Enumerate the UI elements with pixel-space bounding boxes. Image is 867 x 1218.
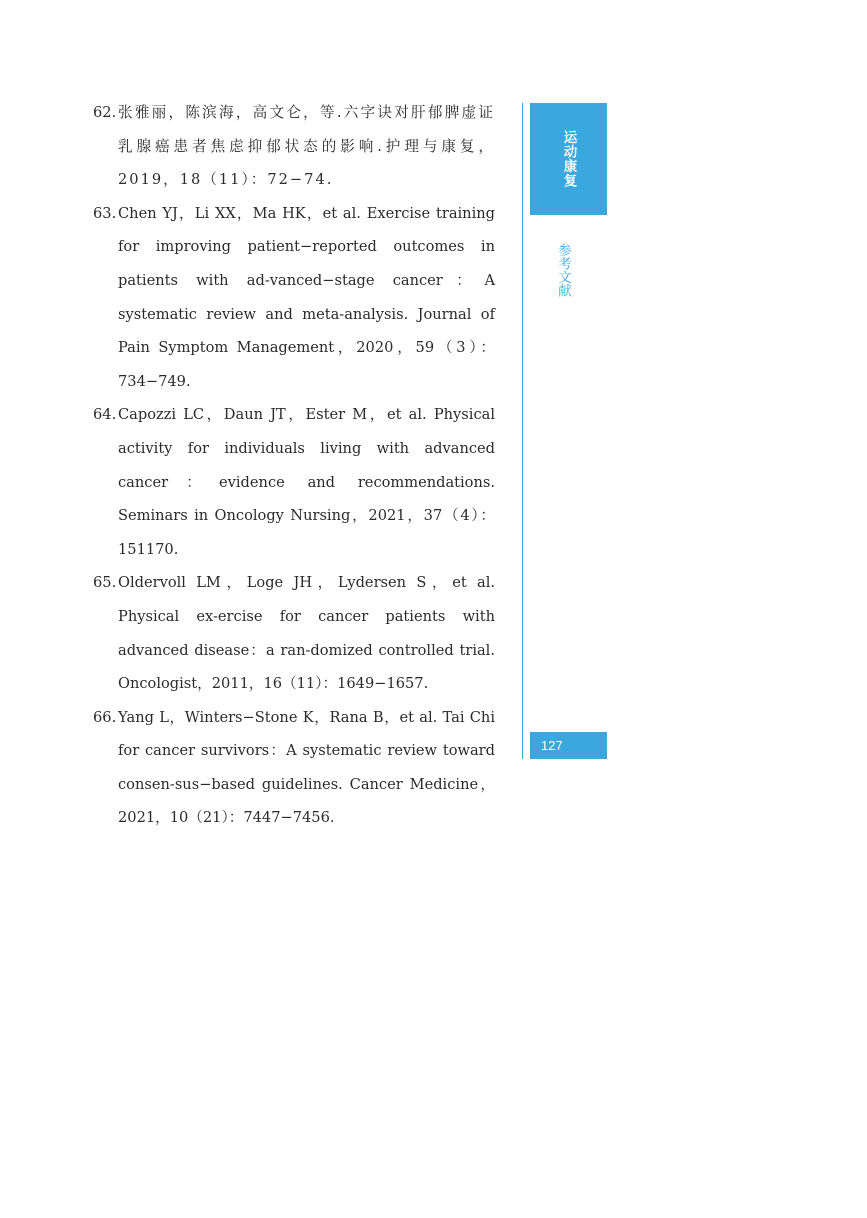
reference-number: 66. <box>93 708 117 726</box>
reference-number: 62. <box>93 104 117 121</box>
reference-number: 65. <box>93 574 117 592</box>
reference-text: Chen YJ，Li XX，Ma HK，et al. Exercise training for improving patient−reported outcomes in patients with ad-vanced−stage cancer：A systematic review and meta-analysis. Journal of Pain Symptom Management，2020，59（3）：734−749. <box>118 204 495 390</box>
chapter-tab <box>530 103 607 215</box>
reference-text: Oldervoll LM，Loge JH，Lydersen S，et al. Physical ex-ercise for cancer patients with advanced disease：a ran-domized controlled trial. Oncologist，2011，16（11）：1649−1657. <box>118 574 495 693</box>
page-number: 127 <box>530 732 607 759</box>
column-divider <box>522 103 523 759</box>
reference-text: 张雅丽，陈滨海，高文仑，等.六字诀对肝郁脾虚证乳腺癌患者焦虑抑郁状态的影响.护理与康复，2019，18（11）：72−74. <box>118 104 495 189</box>
reference-number: 63. <box>93 204 117 222</box>
reference-list <box>93 96 495 835</box>
reference-number: 64. <box>93 406 117 424</box>
section-label: 参考文献 <box>555 243 571 297</box>
reference-item <box>93 398 495 566</box>
reference-item <box>93 96 495 197</box>
reference-item <box>93 566 495 700</box>
chapter-title: 运动康复 <box>560 130 577 188</box>
reference-text: Capozzi LC，Daun JT，Ester M，et al. Physical activity for individuals living with advanced cancer：evidence and recommendations. Seminars in Oncology Nursing，2021，37（4）：151170. <box>118 406 495 558</box>
reference-item <box>93 701 495 835</box>
reference-text: Yang L，Winters−Stone K，Rana B，et al. Tai Chi for cancer survivors：A systematic review toward consen-sus−based guidelines. Cancer Medicine，2021，10（21）：7447−7456. <box>118 708 495 827</box>
reference-item <box>93 197 495 399</box>
